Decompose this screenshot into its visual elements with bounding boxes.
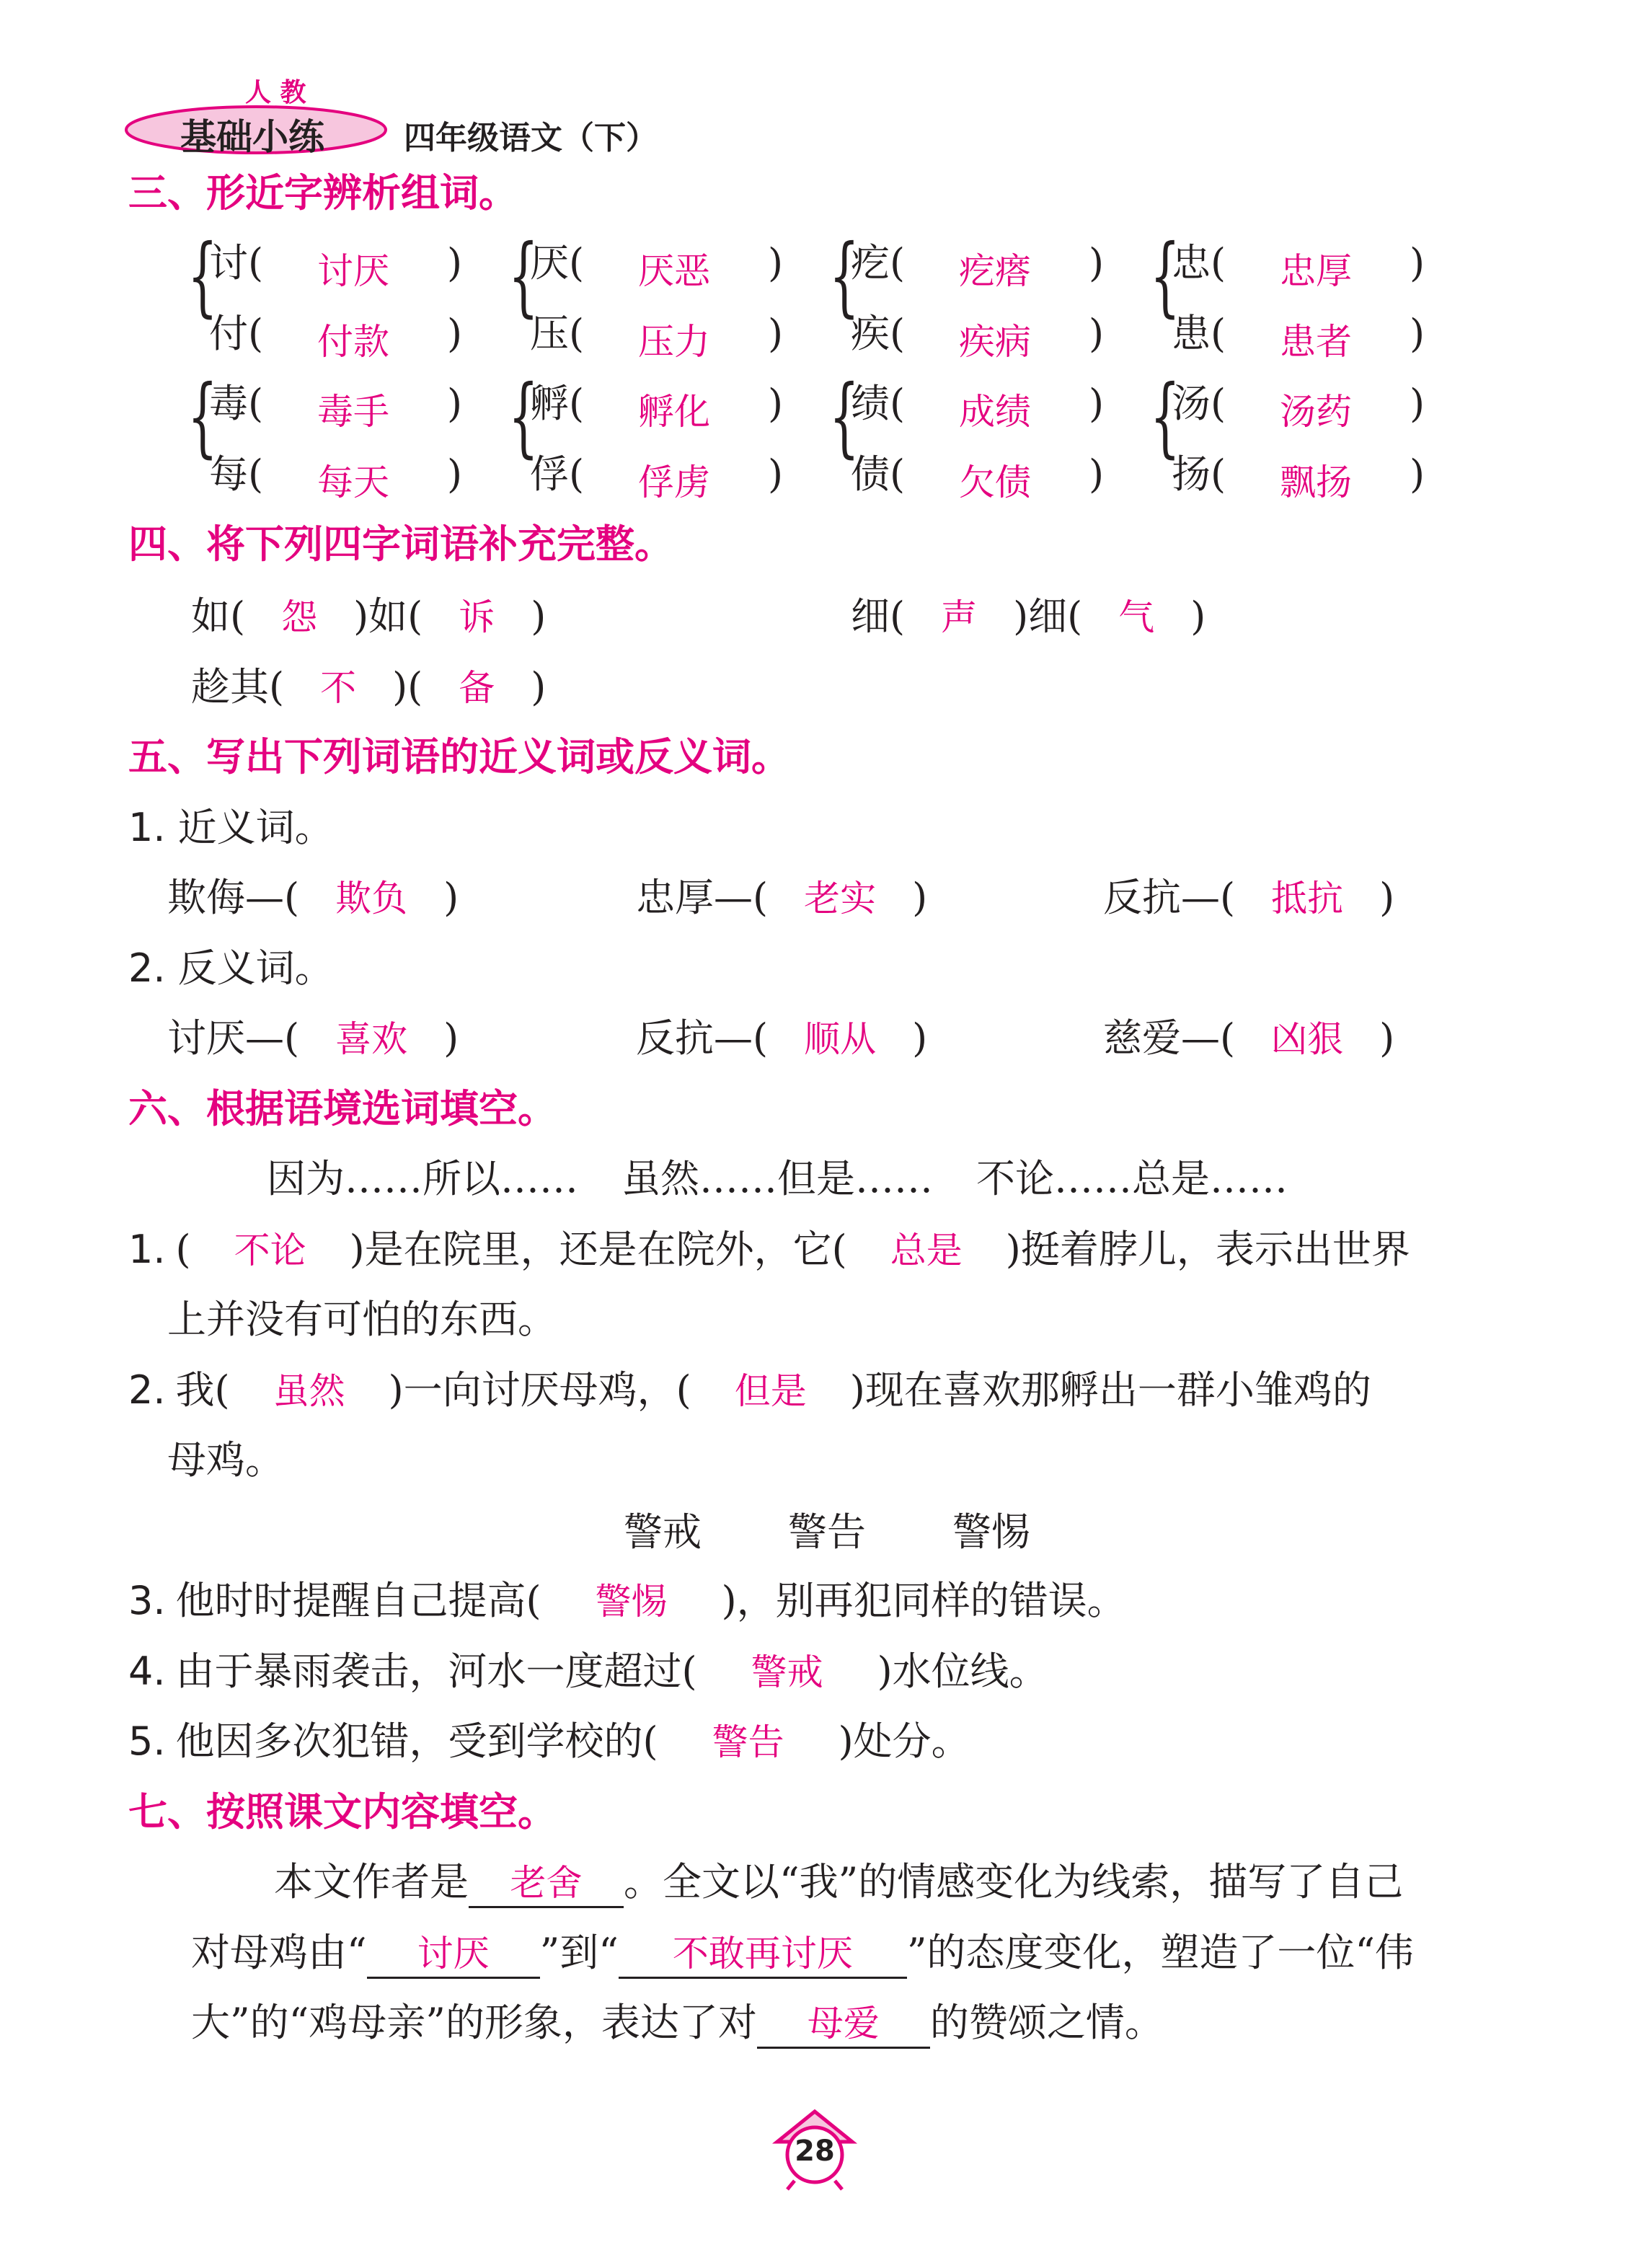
question-5: 5. 他因多次犯错，受到学校的( 警告 )处分。 xyxy=(128,1718,970,1764)
idiom-line-2: 细( 声 )细( 气 ) xyxy=(851,594,1206,639)
answer: 疾病 xyxy=(959,321,1031,363)
word-options: 警戒 警告 警惕 xyxy=(624,1509,1030,1555)
conjunction-options: 因为……所以…… 虽然……但是…… 不论……总是…… xyxy=(267,1156,1288,1201)
question-2: 2. 我( 虽然 )一向讨厌母鸡，( 但是 )现在喜欢那孵出一群小雏鸡的 xyxy=(128,1367,1371,1413)
idiom-line-1: 如( 怨 )如( 诉 ) xyxy=(191,594,547,639)
answer: 厌恶 xyxy=(638,250,710,292)
summary-line-2: 对母鸡由“ 讨厌 ”到“ 不敢再讨厌 ”的态度变化，塑造了一位“伟 xyxy=(191,1928,1414,1979)
antonym-2: 反抗—( 顺从 ) xyxy=(636,1015,928,1061)
section4-title: 四、将下列四字词语补充完整。 xyxy=(128,521,673,567)
answer: 汤药 xyxy=(1280,391,1352,433)
header xyxy=(123,72,699,159)
antonym-label: 2. 反义词。 xyxy=(128,945,334,991)
answer: 飘扬 xyxy=(1280,462,1352,503)
section3-title: 三、形近字辨析组词。 xyxy=(128,170,518,216)
answer: 俘虏 xyxy=(638,462,710,503)
question-3: 3. 他时时提醒自己提高( 警惕 )，别再犯同样的错误。 xyxy=(128,1578,1126,1623)
section6-title: 六、根据语境选词填空。 xyxy=(128,1086,557,1131)
series-title: 基础小练 xyxy=(180,116,324,158)
synonym-2: 忠厚—( 老实 ) xyxy=(636,875,928,920)
antonym-3: 慈爱—( 凶狠 ) xyxy=(1103,1015,1395,1061)
idiom-line-3: 趁其( 不 )( 备 ) xyxy=(191,664,547,710)
synonym-1: 欺侮—( 欺负 ) xyxy=(167,875,459,920)
summary-line-3: 大”的“鸡母亲”的形象，表达了对 母爱 的赞颂之情。 xyxy=(191,1998,1164,2049)
answer: 成绩 xyxy=(959,391,1031,433)
answer: 欠债 xyxy=(959,462,1031,503)
grade-subject: 四年级语文（下） xyxy=(404,120,658,156)
question-2-cont: 母鸡。 xyxy=(167,1437,284,1483)
answer: 孵化 xyxy=(638,391,710,433)
page-number: 28 xyxy=(795,2135,835,2168)
synonym-label: 1. 近义词。 xyxy=(128,805,334,850)
synonym-3: 反抗—( 抵抗 ) xyxy=(1103,875,1395,920)
question-1-cont: 上并没有可怕的东西。 xyxy=(167,1297,557,1342)
question-1: 1. ( 不论 )是在院里，还是在院外，它( 总是 )挺着脖儿，表示出世界 xyxy=(128,1227,1410,1272)
section7-title: 七、按照课文内容填空。 xyxy=(128,1789,557,1835)
question-4: 4. 由于暴雨袭击，河水一度超过( 警戒 )水位线。 xyxy=(128,1649,1048,1694)
publisher-label: 人 教 xyxy=(245,78,306,107)
answer: 忠厚 xyxy=(1280,250,1352,292)
answer: 付款 xyxy=(317,321,389,363)
answer: 疙瘩 xyxy=(959,250,1031,292)
summary-line-1: 本文作者是 老舍 。全文以“我”的情感变化为线索，描写了自己 xyxy=(274,1857,1403,1908)
section5-title: 五、写出下列词语的近义词或反义词。 xyxy=(128,734,790,780)
answer: 每天 xyxy=(317,462,389,503)
page-number-badge xyxy=(771,2106,858,2192)
antonym-1: 讨厌—( 喜欢 ) xyxy=(167,1015,459,1061)
answer: 压力 xyxy=(638,321,710,363)
answer: 毒手 xyxy=(317,391,389,433)
answer: 讨厌 xyxy=(317,250,389,292)
answer: 患者 xyxy=(1280,321,1352,363)
